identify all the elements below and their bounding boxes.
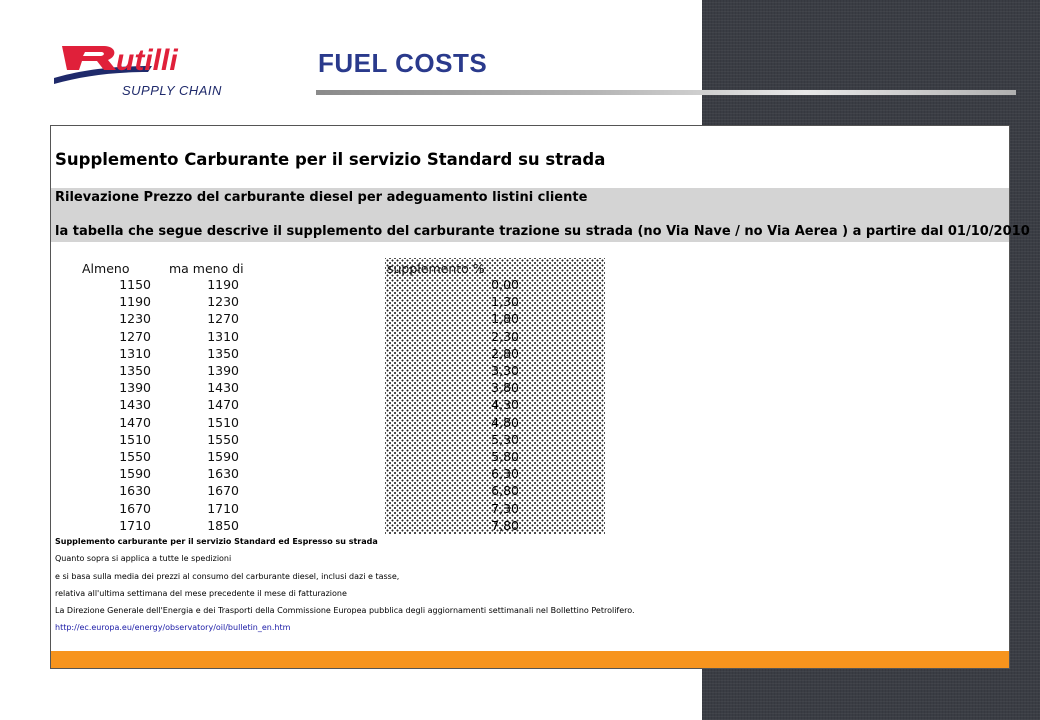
cell-almeno: 1190 (119, 294, 151, 309)
cell-almeno: 1630 (119, 483, 151, 498)
cell-ma-meno-di: 1510 (207, 415, 239, 430)
cell-supplemento: 6,80 (491, 483, 519, 498)
cell-supplemento: 5,80 (491, 449, 519, 464)
logo-subtitle: SUPPLY CHAIN (122, 83, 222, 98)
notes-line-1: Quanto sopra si applica a tutte le spedizioni (55, 554, 232, 563)
rutilli-logo-mark (52, 36, 237, 86)
bulletin-link[interactable]: http://ec.europa.eu/energy/observatory/oil/bulletin_en.htm (55, 623, 291, 632)
cell-supplemento: 1,80 (491, 311, 519, 326)
cell-ma-meno-di: 1550 (207, 432, 239, 447)
cell-ma-meno-di: 1630 (207, 466, 239, 481)
notes-line-2: e si basa sulla media dei prezzi al consumo del carburante diesel, inclusi dazi e tasse, (55, 572, 400, 581)
cell-supplemento: 7,80 (491, 518, 519, 533)
cell-ma-meno-di: 1670 (207, 483, 239, 498)
cell-ma-meno-di: 1270 (207, 311, 239, 326)
cell-almeno: 1470 (119, 415, 151, 430)
cell-almeno: 1230 (119, 311, 151, 326)
cell-supplemento: 3,30 (491, 363, 519, 378)
cell-ma-meno-di: 1470 (207, 397, 239, 412)
cell-supplemento: 2,30 (491, 329, 519, 344)
cell-supplemento: 7,30 (491, 501, 519, 516)
notes-heading: Supplemento carburante per il servizio Standard ed Espresso su strada (55, 537, 378, 546)
cell-ma-meno-di: 1390 (207, 363, 239, 378)
header-almeno: Almeno (82, 261, 130, 276)
cell-almeno: 1710 (119, 518, 151, 533)
cell-supplemento: 4,30 (491, 397, 519, 412)
cell-ma-meno-di: 1310 (207, 329, 239, 344)
cell-ma-meno-di: 1190 (207, 277, 239, 292)
cell-ma-meno-di: 1590 (207, 449, 239, 464)
cell-almeno: 1310 (119, 346, 151, 361)
cell-almeno: 1510 (119, 432, 151, 447)
notes-line-4: La Direzione Generale dell'Energia e dei Trasporti della Commissione Europea pubblica degli aggiornamenti settimanali nel Bollettino Petrolifero. (55, 606, 635, 615)
cell-supplemento: 4,80 (491, 415, 519, 430)
cell-almeno: 1430 (119, 397, 151, 412)
cell-ma-meno-di: 1430 (207, 380, 239, 395)
notes-line-3: relativa all'ultima settimana del mese precedente il mese di fatturazione (55, 589, 347, 598)
title-underline (316, 90, 1016, 95)
cell-ma-meno-di: 1850 (207, 518, 239, 533)
cell-supplemento: 3,80 (491, 380, 519, 395)
cell-supplemento: 0,00 (491, 277, 519, 292)
cell-supplemento: 5,30 (491, 432, 519, 447)
header-supplemento: supplemento % (387, 261, 485, 276)
cell-ma-meno-di: 1350 (207, 346, 239, 361)
cell-almeno: 1670 (119, 501, 151, 516)
page-title: FUEL COSTS (318, 48, 488, 78)
cell-ma-meno-di: 1230 (207, 294, 239, 309)
cell-almeno: 1390 (119, 380, 151, 395)
svg-text:utilli: utilli (116, 44, 178, 77)
cell-almeno: 1350 (119, 363, 151, 378)
cell-almeno: 1150 (119, 277, 151, 292)
cell-supplemento: 1,30 (491, 294, 519, 309)
band-line-1: Rilevazione Prezzo del carburante diesel per adeguamento listini cliente (55, 190, 588, 205)
sheet-title: Supplemento Carburante per il servizio Standard su strada (55, 150, 606, 169)
header-ma-meno-di: ma meno di (169, 261, 244, 276)
cell-supplemento: 2,80 (491, 346, 519, 361)
cell-almeno: 1270 (119, 329, 151, 344)
cell-supplemento: 6,30 (491, 466, 519, 481)
band-line-2: la tabella che segue descrive il supplemento del carburante trazione su strada (no Via Nave / no Via Aerea ) a partire dal 01/10/2010 (55, 224, 1030, 239)
spreadsheet-image (50, 125, 1030, 669)
footer-orange-bar (51, 651, 1009, 668)
cell-ma-meno-di: 1710 (207, 501, 239, 516)
cell-almeno: 1550 (119, 449, 151, 464)
cell-almeno: 1590 (119, 466, 151, 481)
